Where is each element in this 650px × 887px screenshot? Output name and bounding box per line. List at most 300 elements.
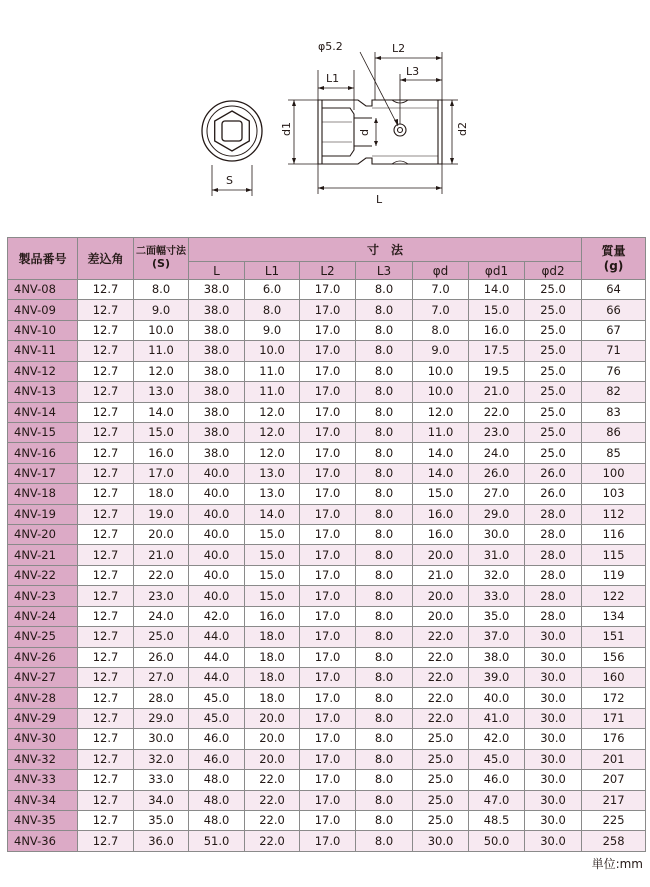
cell-diameter-d2: 25.0 [525, 443, 582, 463]
cell-width-s: 8.0 [134, 280, 189, 300]
cell-width-s: 35.0 [134, 810, 189, 830]
cell-width-s: 36.0 [134, 831, 189, 851]
label-L3: L3 [406, 65, 420, 78]
cell-width-s: 18.0 [134, 484, 189, 504]
cell-diameter-d: 22.0 [413, 708, 469, 728]
cell-length-L3: 8.0 [356, 708, 413, 728]
cell-diameter-d: 20.0 [413, 545, 469, 565]
cell-length-L3: 8.0 [356, 504, 413, 524]
cell-length-L: 38.0 [189, 382, 245, 402]
cell-diameter-d: 14.0 [413, 463, 469, 483]
table-row [8, 463, 646, 483]
cell-diameter-d: 10.0 [413, 361, 469, 381]
table-row [8, 606, 646, 626]
cell-diameter-d2: 28.0 [525, 545, 582, 565]
cell-length-L2: 17.0 [300, 443, 356, 463]
cell-product-no: 4NV-09 [8, 300, 78, 320]
cell-length-L3: 8.0 [356, 402, 413, 422]
cell-mass: 116 [582, 525, 646, 545]
cell-length-L: 40.0 [189, 586, 245, 606]
header-dimensions: 寸 法 [189, 238, 582, 262]
cell-length-L: 51.0 [189, 831, 245, 851]
cell-diameter-d1: 21.0 [469, 382, 525, 402]
cell-drive: 12.7 [78, 749, 134, 769]
cell-diameter-d: 20.0 [413, 586, 469, 606]
cell-diameter-d1: 22.0 [469, 402, 525, 422]
cell-length-L: 38.0 [189, 402, 245, 422]
table-row [8, 443, 646, 463]
cell-mass: 160 [582, 668, 646, 688]
cell-diameter-d1: 38.0 [469, 647, 525, 667]
header-row-1 [8, 238, 646, 262]
cell-product-no: 4NV-11 [8, 341, 78, 361]
cell-diameter-d2: 26.0 [525, 484, 582, 504]
cell-drive: 12.7 [78, 443, 134, 463]
cell-mass: 112 [582, 504, 646, 524]
cell-length-L3: 8.0 [356, 280, 413, 300]
cell-diameter-d1: 35.0 [469, 606, 525, 626]
cell-length-L3: 8.0 [356, 606, 413, 626]
cell-diameter-d2: 25.0 [525, 341, 582, 361]
cell-mass: 119 [582, 565, 646, 585]
cell-diameter-d: 25.0 [413, 749, 469, 769]
cell-diameter-d1: 45.0 [469, 749, 525, 769]
cell-diameter-d1: 16.0 [469, 320, 525, 340]
cell-drive: 12.7 [78, 504, 134, 524]
cell-mass: 82 [582, 382, 646, 402]
cell-width-s: 14.0 [134, 402, 189, 422]
cell-mass: 71 [582, 341, 646, 361]
table-row [8, 708, 646, 728]
table-row [8, 320, 646, 340]
cell-length-L2: 17.0 [300, 688, 356, 708]
cell-diameter-d2: 30.0 [525, 810, 582, 830]
cell-product-no: 4NV-08 [8, 280, 78, 300]
cell-drive: 12.7 [78, 525, 134, 545]
label-d2: d2 [456, 122, 469, 136]
table-row [8, 790, 646, 810]
cell-drive: 12.7 [78, 545, 134, 565]
cell-product-no: 4NV-35 [8, 810, 78, 830]
table-row [8, 525, 646, 545]
cell-width-s: 17.0 [134, 463, 189, 483]
cell-diameter-d1: 15.0 [469, 300, 525, 320]
cell-width-s: 20.0 [134, 525, 189, 545]
cell-diameter-d: 16.0 [413, 525, 469, 545]
cell-mass: 176 [582, 729, 646, 749]
cell-width-s: 9.0 [134, 300, 189, 320]
table-row [8, 810, 646, 830]
cell-drive: 12.7 [78, 708, 134, 728]
header-width-unit: (S) [152, 257, 170, 270]
label-d: d [358, 129, 371, 136]
cell-drive: 12.7 [78, 422, 134, 442]
cell-diameter-d2: 28.0 [525, 565, 582, 585]
table-row [8, 504, 646, 524]
table-row [8, 565, 646, 585]
cell-length-L: 38.0 [189, 341, 245, 361]
cell-diameter-d: 22.0 [413, 688, 469, 708]
cell-length-L: 38.0 [189, 422, 245, 442]
cell-length-L2: 17.0 [300, 647, 356, 667]
cell-diameter-d2: 30.0 [525, 831, 582, 851]
header-mass-label: 質量 [601, 243, 626, 258]
cell-mass: 115 [582, 545, 646, 565]
cell-length-L: 38.0 [189, 443, 245, 463]
cell-length-L2: 17.0 [300, 627, 356, 647]
cell-width-s: 25.0 [134, 627, 189, 647]
cell-length-L: 44.0 [189, 647, 245, 667]
cell-width-s: 22.0 [134, 565, 189, 585]
cell-diameter-d2: 25.0 [525, 361, 582, 381]
table-row [8, 688, 646, 708]
cell-length-L3: 8.0 [356, 341, 413, 361]
cell-length-L: 38.0 [189, 300, 245, 320]
table-row [8, 402, 646, 422]
table-row [8, 545, 646, 565]
header-dim-4: φd [413, 262, 469, 280]
cell-length-L: 38.0 [189, 361, 245, 381]
cell-diameter-d: 25.0 [413, 729, 469, 749]
cell-length-L3: 8.0 [356, 729, 413, 749]
cell-length-L3: 8.0 [356, 627, 413, 647]
cell-length-L: 40.0 [189, 484, 245, 504]
cell-diameter-d1: 27.0 [469, 484, 525, 504]
cell-diameter-d2: 28.0 [525, 606, 582, 626]
cell-product-no: 4NV-13 [8, 382, 78, 402]
cell-length-L3: 8.0 [356, 361, 413, 381]
cell-drive: 12.7 [78, 341, 134, 361]
cell-length-L3: 8.0 [356, 443, 413, 463]
cell-diameter-d1: 37.0 [469, 627, 525, 647]
table-row [8, 729, 646, 749]
cell-length-L1: 13.0 [245, 484, 300, 504]
cell-length-L: 48.0 [189, 790, 245, 810]
label-L2: L2 [392, 42, 406, 55]
cell-length-L1: 9.0 [245, 320, 300, 340]
cell-diameter-d1: 29.0 [469, 504, 525, 524]
cell-width-s: 11.0 [134, 341, 189, 361]
cell-length-L2: 17.0 [300, 790, 356, 810]
cell-length-L3: 8.0 [356, 668, 413, 688]
cell-length-L2: 17.0 [300, 341, 356, 361]
table-row [8, 280, 646, 300]
cell-mass: 122 [582, 586, 646, 606]
cell-length-L: 45.0 [189, 688, 245, 708]
cell-diameter-d2: 30.0 [525, 770, 582, 790]
cell-diameter-d: 20.0 [413, 606, 469, 626]
table-row [8, 300, 646, 320]
table-row [8, 422, 646, 442]
cell-product-no: 4NV-20 [8, 525, 78, 545]
cell-length-L2: 17.0 [300, 320, 356, 340]
cell-width-s: 29.0 [134, 708, 189, 728]
table-row [8, 749, 646, 769]
cell-width-s: 21.0 [134, 545, 189, 565]
cell-length-L2: 17.0 [300, 565, 356, 585]
cell-diameter-d: 7.0 [413, 280, 469, 300]
cell-length-L3: 8.0 [356, 525, 413, 545]
cell-diameter-d: 7.0 [413, 300, 469, 320]
cell-diameter-d1: 30.0 [469, 525, 525, 545]
cell-length-L2: 17.0 [300, 810, 356, 830]
cell-length-L1: 10.0 [245, 341, 300, 361]
cell-mass: 217 [582, 790, 646, 810]
table-row [8, 627, 646, 647]
cell-length-L2: 17.0 [300, 463, 356, 483]
cell-diameter-d: 30.0 [413, 831, 469, 851]
cell-length-L3: 8.0 [356, 565, 413, 585]
cell-drive: 12.7 [78, 402, 134, 422]
cell-mass: 172 [582, 688, 646, 708]
cell-diameter-d2: 26.0 [525, 463, 582, 483]
header-drive: 差込角 [78, 238, 134, 280]
cell-diameter-d: 16.0 [413, 504, 469, 524]
cell-diameter-d1: 46.0 [469, 770, 525, 790]
cell-length-L1: 22.0 [245, 831, 300, 851]
cell-length-L2: 17.0 [300, 831, 356, 851]
cell-product-no: 4NV-33 [8, 770, 78, 790]
cell-length-L1: 20.0 [245, 708, 300, 728]
cell-diameter-d1: 14.0 [469, 280, 525, 300]
cell-length-L2: 17.0 [300, 280, 356, 300]
cell-diameter-d1: 17.5 [469, 341, 525, 361]
cell-mass: 207 [582, 770, 646, 790]
cell-width-s: 26.0 [134, 647, 189, 667]
cell-length-L3: 8.0 [356, 790, 413, 810]
cell-mass: 86 [582, 422, 646, 442]
cell-width-s: 10.0 [134, 320, 189, 340]
cell-product-no: 4NV-22 [8, 565, 78, 585]
cell-drive: 12.7 [78, 565, 134, 585]
cell-length-L2: 17.0 [300, 545, 356, 565]
cell-mass: 151 [582, 627, 646, 647]
cell-diameter-d2: 25.0 [525, 382, 582, 402]
cell-diameter-d2: 30.0 [525, 668, 582, 688]
cell-length-L3: 8.0 [356, 382, 413, 402]
cell-product-no: 4NV-16 [8, 443, 78, 463]
cell-drive: 12.7 [78, 668, 134, 688]
cell-diameter-d: 8.0 [413, 320, 469, 340]
cell-diameter-d1: 40.0 [469, 688, 525, 708]
cell-length-L1: 20.0 [245, 729, 300, 749]
cell-length-L3: 8.0 [356, 586, 413, 606]
cell-length-L1: 15.0 [245, 525, 300, 545]
cell-diameter-d2: 28.0 [525, 504, 582, 524]
cell-diameter-d2: 25.0 [525, 320, 582, 340]
cell-diameter-d: 22.0 [413, 647, 469, 667]
header-width-label: 二面幅寸法 [136, 246, 186, 257]
cell-drive: 12.7 [78, 463, 134, 483]
cell-product-no: 4NV-25 [8, 627, 78, 647]
cell-product-no: 4NV-15 [8, 422, 78, 442]
cell-product-no: 4NV-14 [8, 402, 78, 422]
cell-length-L: 42.0 [189, 606, 245, 626]
header-dim-5: φd1 [469, 262, 525, 280]
table-row [8, 484, 646, 504]
cell-length-L2: 17.0 [300, 422, 356, 442]
cell-mass: 66 [582, 300, 646, 320]
cell-length-L: 40.0 [189, 545, 245, 565]
cell-length-L: 48.0 [189, 770, 245, 790]
cell-length-L3: 8.0 [356, 688, 413, 708]
cell-width-s: 34.0 [134, 790, 189, 810]
cell-length-L: 44.0 [189, 668, 245, 688]
cell-diameter-d1: 41.0 [469, 708, 525, 728]
cell-length-L1: 14.0 [245, 504, 300, 524]
cell-mass: 171 [582, 708, 646, 728]
cell-length-L1: 22.0 [245, 770, 300, 790]
cell-length-L3: 8.0 [356, 545, 413, 565]
cell-length-L: 38.0 [189, 320, 245, 340]
cell-mass: 85 [582, 443, 646, 463]
label-S: S [226, 174, 233, 187]
cell-drive: 12.7 [78, 586, 134, 606]
cell-product-no: 4NV-19 [8, 504, 78, 524]
cell-length-L2: 17.0 [300, 361, 356, 381]
cell-width-s: 19.0 [134, 504, 189, 524]
cell-length-L3: 8.0 [356, 770, 413, 790]
cell-mass: 103 [582, 484, 646, 504]
cell-product-no: 4NV-21 [8, 545, 78, 565]
cell-length-L2: 17.0 [300, 606, 356, 626]
cell-diameter-d2: 25.0 [525, 300, 582, 320]
label-hole-diameter: φ5.2 [318, 40, 343, 53]
label-L: L [376, 193, 383, 206]
cell-diameter-d: 25.0 [413, 770, 469, 790]
cell-length-L2: 17.0 [300, 708, 356, 728]
cell-diameter-d: 11.0 [413, 422, 469, 442]
cell-length-L2: 17.0 [300, 402, 356, 422]
cell-mass: 67 [582, 320, 646, 340]
cell-width-s: 12.0 [134, 361, 189, 381]
cell-drive: 12.7 [78, 606, 134, 626]
cell-length-L1: 11.0 [245, 382, 300, 402]
cell-length-L3: 8.0 [356, 422, 413, 442]
table-row [8, 770, 646, 790]
cell-length-L: 46.0 [189, 749, 245, 769]
cell-length-L1: 6.0 [245, 280, 300, 300]
cell-width-s: 13.0 [134, 382, 189, 402]
cell-length-L: 45.0 [189, 708, 245, 728]
cell-drive: 12.7 [78, 382, 134, 402]
cell-diameter-d1: 32.0 [469, 565, 525, 585]
cell-diameter-d2: 30.0 [525, 729, 582, 749]
cell-length-L: 46.0 [189, 729, 245, 749]
cell-length-L: 40.0 [189, 504, 245, 524]
cell-diameter-d1: 19.5 [469, 361, 525, 381]
cell-product-no: 4NV-36 [8, 831, 78, 851]
cell-diameter-d1: 23.0 [469, 422, 525, 442]
header-product-no: 製品番号 [8, 238, 78, 280]
header-mass-unit: (g) [603, 258, 624, 273]
cell-width-s: 23.0 [134, 586, 189, 606]
cell-length-L: 40.0 [189, 565, 245, 585]
header-dim-3: L3 [356, 262, 413, 280]
cell-diameter-d2: 30.0 [525, 627, 582, 647]
cell-product-no: 4NV-26 [8, 647, 78, 667]
label-L1: L1 [326, 72, 340, 85]
cell-length-L2: 17.0 [300, 770, 356, 790]
cell-mass: 201 [582, 749, 646, 769]
cell-length-L2: 17.0 [300, 729, 356, 749]
cell-diameter-d: 22.0 [413, 627, 469, 647]
cell-product-no: 4NV-24 [8, 606, 78, 626]
cell-width-s: 28.0 [134, 688, 189, 708]
cell-length-L: 44.0 [189, 627, 245, 647]
cell-length-L3: 8.0 [356, 484, 413, 504]
cell-length-L1: 18.0 [245, 668, 300, 688]
table-row [8, 831, 646, 851]
cell-drive: 12.7 [78, 280, 134, 300]
cell-length-L3: 8.0 [356, 831, 413, 851]
cell-length-L1: 12.0 [245, 443, 300, 463]
label-d1: d1 [280, 122, 293, 136]
cell-product-no: 4NV-32 [8, 749, 78, 769]
cell-length-L1: 22.0 [245, 790, 300, 810]
cell-product-no: 4NV-29 [8, 708, 78, 728]
cell-width-s: 33.0 [134, 770, 189, 790]
header-dim-2: L2 [300, 262, 356, 280]
cell-diameter-d2: 30.0 [525, 790, 582, 810]
header-dim-0: L [189, 262, 245, 280]
cell-length-L1: 22.0 [245, 810, 300, 830]
cell-drive: 12.7 [78, 484, 134, 504]
cell-length-L1: 16.0 [245, 606, 300, 626]
header-dim-1: L1 [245, 262, 300, 280]
table-row [8, 668, 646, 688]
cell-diameter-d: 15.0 [413, 484, 469, 504]
cell-diameter-d: 14.0 [413, 443, 469, 463]
cell-drive: 12.7 [78, 831, 134, 851]
cell-length-L2: 17.0 [300, 668, 356, 688]
cell-length-L3: 8.0 [356, 647, 413, 667]
cell-drive: 12.7 [78, 647, 134, 667]
cell-diameter-d2: 28.0 [525, 586, 582, 606]
cell-product-no: 4NV-30 [8, 729, 78, 749]
cell-diameter-d: 12.0 [413, 402, 469, 422]
cell-product-no: 4NV-12 [8, 361, 78, 381]
cell-drive: 12.7 [78, 688, 134, 708]
cell-length-L: 40.0 [189, 525, 245, 545]
cell-length-L2: 17.0 [300, 484, 356, 504]
cell-diameter-d1: 33.0 [469, 586, 525, 606]
cell-drive: 12.7 [78, 790, 134, 810]
cell-diameter-d1: 42.0 [469, 729, 525, 749]
cell-width-s: 32.0 [134, 749, 189, 769]
header-mass [582, 238, 646, 280]
cell-width-s: 30.0 [134, 729, 189, 749]
cell-diameter-d: 22.0 [413, 668, 469, 688]
cell-diameter-d1: 47.0 [469, 790, 525, 810]
cell-length-L1: 18.0 [245, 688, 300, 708]
cell-diameter-d: 10.0 [413, 382, 469, 402]
cell-drive: 12.7 [78, 320, 134, 340]
cell-length-L1: 20.0 [245, 749, 300, 769]
table-row [8, 361, 646, 381]
cell-length-L2: 17.0 [300, 300, 356, 320]
cell-mass: 134 [582, 606, 646, 626]
cell-length-L2: 17.0 [300, 382, 356, 402]
cell-diameter-d2: 28.0 [525, 525, 582, 545]
cell-length-L1: 15.0 [245, 565, 300, 585]
cell-diameter-d1: 48.5 [469, 810, 525, 830]
cell-mass: 83 [582, 402, 646, 422]
cell-mass: 225 [582, 810, 646, 830]
cell-length-L1: 18.0 [245, 647, 300, 667]
cell-mass: 258 [582, 831, 646, 851]
socket-side-view [318, 100, 442, 164]
